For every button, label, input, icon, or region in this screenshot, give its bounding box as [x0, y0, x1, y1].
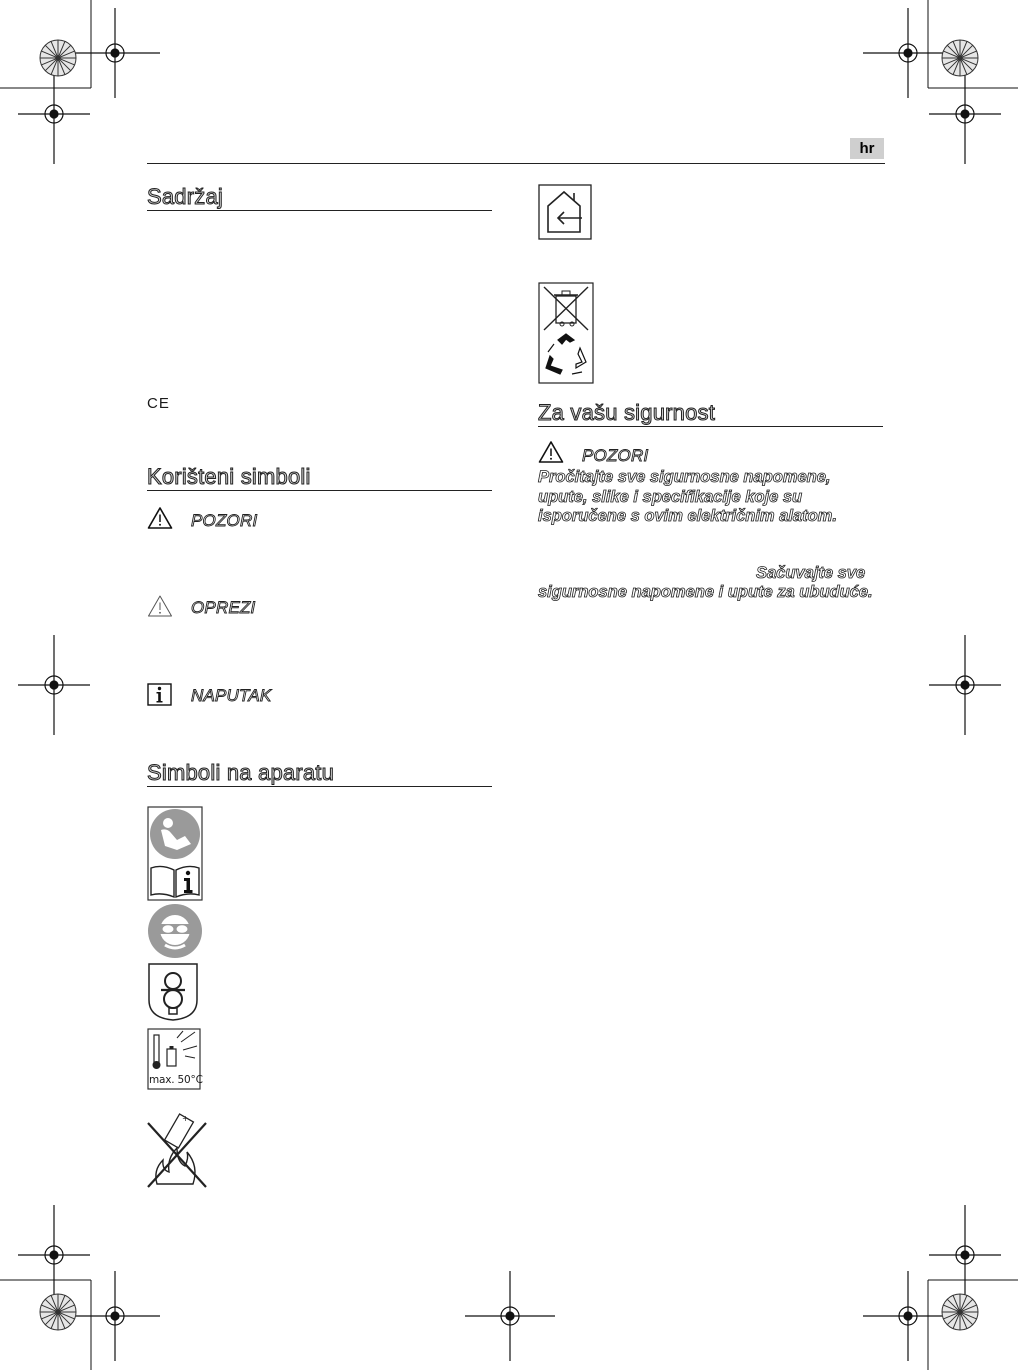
warning-triangle-icon	[147, 506, 173, 530]
symbols-used-rule	[147, 490, 492, 491]
safety-text-line: sigurnosne napomene i upute za ubuduće.	[538, 583, 873, 601]
weee-recycling-icon	[538, 282, 594, 384]
wear-eye-protection-icon	[147, 903, 203, 959]
max-temperature-text: max. 50°C	[149, 1074, 203, 1086]
ce-mark: CE	[147, 395, 170, 412]
safety-heading: Za vašu sigurnost	[538, 400, 716, 425]
wear-ear-protection-icon	[147, 962, 199, 1022]
device-symbols-rule	[147, 786, 492, 787]
info-icon	[147, 683, 173, 706]
contents-rule	[147, 210, 492, 211]
indoor-use-icon	[538, 184, 592, 240]
contents-heading: Sadržaj	[147, 184, 223, 209]
caution-triangle-icon	[147, 594, 173, 618]
safety-warning-label: POZORI	[582, 446, 649, 465]
header-rule	[147, 163, 885, 164]
language-badge: hr	[850, 138, 884, 159]
safety-text-line: isporučene s ovim električnim alatom.	[538, 507, 837, 525]
symbol-label-note: NAPUTAK	[191, 686, 272, 705]
symbols-used-heading: Korišteni simboli	[147, 464, 311, 489]
safety-text-line: upute, slike i specifikacije koje su	[538, 488, 803, 506]
safety-text-line: Sačuvajte sve	[756, 564, 866, 582]
safety-rule	[538, 426, 883, 427]
device-symbols-heading: Simboli na aparatu	[147, 760, 335, 785]
symbol-label-warning: POZORI	[191, 511, 258, 530]
read-manual-icon	[147, 806, 203, 902]
no-fire-battery-icon	[145, 1108, 209, 1190]
svg-text:+: +	[182, 1114, 189, 1123]
symbol-label-caution: OPREZI	[191, 598, 256, 617]
safety-warning-triangle-icon	[538, 440, 564, 464]
safety-text-line: Pročitajte sve sigurnosne napomene,	[538, 468, 831, 486]
